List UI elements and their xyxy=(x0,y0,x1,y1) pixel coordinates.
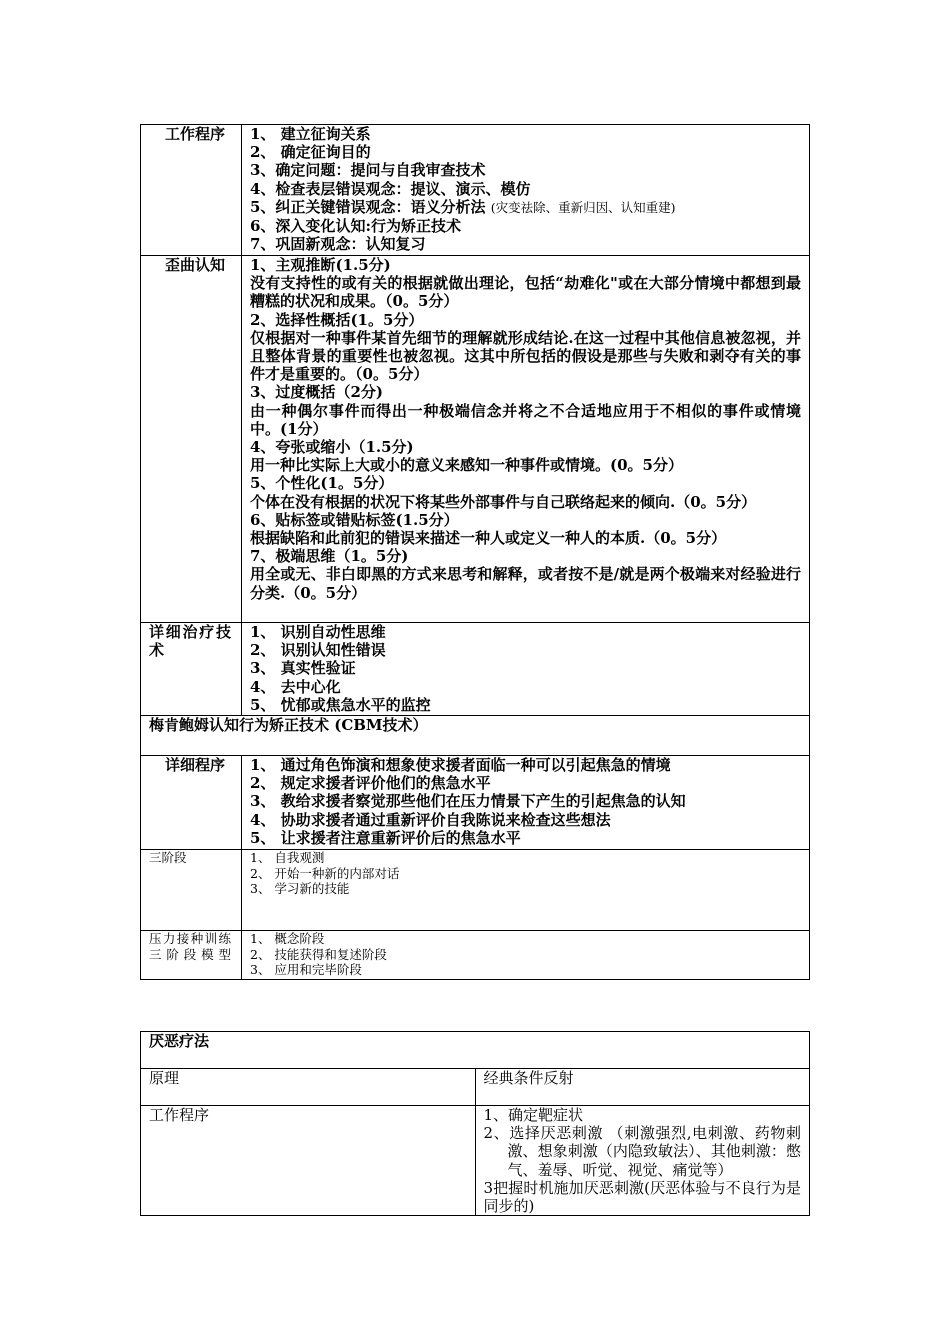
work-procedure-list xyxy=(242,125,810,256)
list-item: 2、 确定征询目的 xyxy=(250,143,371,162)
aversion-header-row xyxy=(141,1032,810,1069)
row-label-stress-inoculation: 压力接种训练三阶段模型 xyxy=(141,931,242,980)
list-item: 3、 学习新的技能 xyxy=(250,881,350,896)
specific-techniques-row xyxy=(141,623,810,716)
distortion-heading: 3、过度概括（2分) xyxy=(250,383,383,402)
list-item-text: 5、纠正关键错误观念：语义分析法 xyxy=(250,197,486,216)
specific-techniques-list xyxy=(242,623,810,716)
principle-row xyxy=(141,1069,810,1106)
list-item: 7、巩固新观念：认知复习 xyxy=(250,235,426,254)
cbm-header-row xyxy=(141,716,810,756)
list-item: 1、 建立征询关系 xyxy=(250,125,371,143)
list-item: 3把握时机施加厌恶刺激(厌恶体验与不良行为是同步的) xyxy=(483,1178,801,1216)
distortion-heading: 1、主观推断(1.5分) xyxy=(250,256,391,274)
list-item: 2、 技能获得和复述阶段 xyxy=(250,946,387,962)
list-item: 3、确定问题：提问与自我审查技术 xyxy=(250,161,486,180)
aversion-procedure-list xyxy=(475,1106,810,1216)
row-label-principle: 原理 xyxy=(141,1069,476,1106)
distortion-description: 没有支持性的或有关的根据就做出理论，包括“劫难化"或在大部分情境中都想到最糟糕的状况和成果。（0。5分） xyxy=(250,274,801,311)
list-item xyxy=(250,198,809,217)
work-procedure-row xyxy=(141,125,810,256)
distortion-heading: 6、贴标签或错贴标签(1.5分） xyxy=(250,510,459,529)
distortion-description: 用一种比实际上大或小的意义来感知一种事件或情境。(0。5分） xyxy=(250,456,683,475)
detailed-procedure-list xyxy=(242,756,810,850)
distortion-description: 仅根据对一种事件某首先细节的理解就形成结论.在这一过程中其他信息被忽视，并且整体背景的重要性也被忽视。这其中所包括的假设是那些与失败和剥夺有关的事件才是重要的。（0。5分） xyxy=(250,328,801,384)
list-item: 1、 自我观测 xyxy=(250,850,325,865)
list-item: 3、 应用和完毕阶段 xyxy=(250,962,362,977)
cbm-section-header: 梅肯鲍姆认知行为矫正技术 (CBM技术） xyxy=(141,716,810,756)
distortion-description: 由一种偶尔事件而得出一种极端信念并将之不合适地应用于不相似的事件或情境中。(1分） xyxy=(250,401,801,438)
three-stages-row xyxy=(141,850,810,931)
stress-inoculation-row xyxy=(141,931,810,980)
distortion-heading: 7、极端思维（1。5分) xyxy=(250,547,409,566)
list-item: 5、 忧郁或焦急水平的监控 xyxy=(250,695,431,714)
list-item: 3、 真实性验证 xyxy=(250,659,356,678)
list-item: 4、检查表层错误观念：提议、演示、模仿 xyxy=(250,179,531,198)
three-stages-list xyxy=(242,850,810,931)
distorted-cognition-row xyxy=(141,256,810,623)
detailed-procedure-row xyxy=(141,756,810,850)
stress-inoculation-list xyxy=(242,931,810,980)
distortion-description: 个体在没有根据的状况下将某些外部事件与自己联络起来的倾向.（0。5分） xyxy=(250,492,757,511)
list-item-note: (灾变祛除、重新归因、认知重建) xyxy=(490,199,676,215)
distortion-heading: 2、选择性概括(1。5分） xyxy=(250,310,424,329)
list-item: 1、 概念阶段 xyxy=(250,931,325,946)
cognitive-therapy-table xyxy=(140,124,810,980)
list-item: 2、 识别认知性错误 xyxy=(250,641,386,660)
aversion-therapy-table xyxy=(140,1031,810,1216)
distortion-description: 根据缺陷和此前犯的错误来描述一种人或定义一种人的本质.（0。5分） xyxy=(250,529,727,548)
aversion-procedure-row xyxy=(141,1106,810,1216)
list-item: 4、 协助求援者通过重新评价自我陈说来检查这些想法 xyxy=(250,810,611,829)
list-item: 6、深入变化认知:行为矫正技术 xyxy=(250,217,461,236)
list-item: 1、确定靶症状 xyxy=(483,1106,584,1124)
row-label-specific-techniques: 详细治疗技术 xyxy=(141,623,242,716)
row-label-aversion-procedure: 工作程序 xyxy=(141,1106,476,1216)
distortion-description: 用全或无、非白即黑的方式来思考和解释，或者按不是/就是两个极端来对经验进行分类.（0。5分） xyxy=(250,565,801,602)
row-label-detailed-procedure: 详细程序 xyxy=(141,756,242,850)
list-item: 1、 识别自动性思维 xyxy=(250,623,386,641)
list-item: 2、选择厌恶刺激 （刺激强烈,电刺激、药物刺激、想象刺激（内隐致敏法）、其他刺激：憋气、羞辱、听觉、视觉、痛觉等） xyxy=(483,1124,801,1179)
list-item: 2、 规定求援者评价他们的焦急水平 xyxy=(250,774,491,793)
row-label-work-procedure: 工作程序 xyxy=(141,125,242,256)
list-item: 1、 通过角色饰演和想象使求援者面临一种可以引起焦急的情境 xyxy=(250,756,671,774)
list-item: 5、 让求援者注意重新评价后的焦急水平 xyxy=(250,828,521,847)
row-label-three-stages: 三阶段 xyxy=(141,850,242,931)
list-item: 4、 去中心化 xyxy=(250,677,341,696)
distorted-cognition-content xyxy=(242,256,810,623)
list-item: 2、 开始一种新的内部对话 xyxy=(250,865,400,881)
row-label-distorted-cognition: 歪曲认知 xyxy=(141,256,242,623)
distortion-heading: 4、夸张或缩小（1.5分) xyxy=(250,438,414,457)
principle-value: 经典条件反射 xyxy=(475,1069,810,1106)
list-item: 3、 教给求援者察觉那些他们在压力情景下产生的引起焦急的认知 xyxy=(250,792,686,811)
aversion-section-header: 厌恶疗法 xyxy=(141,1032,810,1069)
distortion-heading: 5、个性化(1。5分） xyxy=(250,474,394,493)
